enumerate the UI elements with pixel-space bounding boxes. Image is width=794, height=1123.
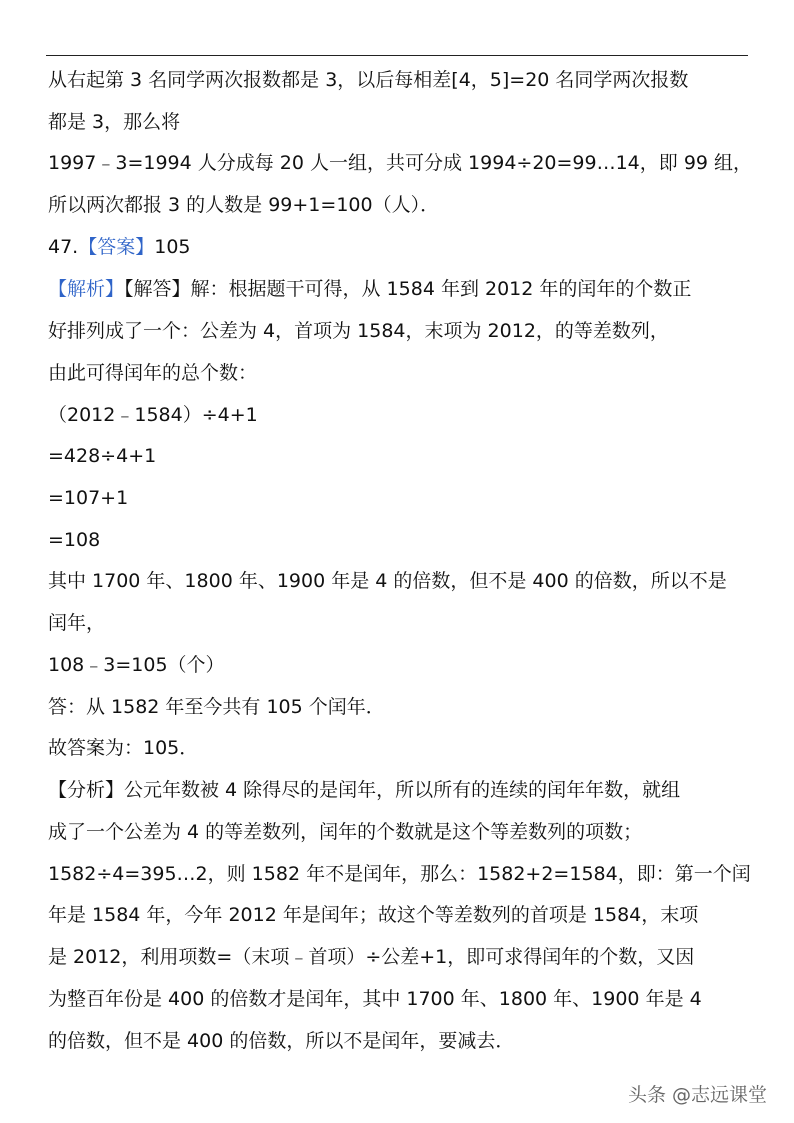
- text-line: 从右起第 3 名同学两次报数都是 3，以后每相差[4，5]=20 名同学两次报数: [48, 69, 689, 91]
- formula-line: 108﹣3=105（个）: [48, 654, 225, 676]
- formula-line: （2012﹣1584）÷4+1: [48, 404, 258, 426]
- formula-line: =107+1: [48, 487, 129, 509]
- formula-line: =428÷4+1: [48, 445, 157, 467]
- watermark: 头条 @志远课堂: [628, 1084, 768, 1106]
- text-line: 1582÷4=395…2，则 1582 年不是闰年，那么：1582+2=1584，即：第一个闰: [48, 863, 751, 885]
- text-line: 闰年，: [48, 612, 106, 634]
- formula-line: =108: [48, 529, 101, 551]
- text-line: 都是 3，那么将: [48, 111, 181, 133]
- text-line: 年是 1584 年，今年 2012 年是闰年；故这个等差数列的首项是 1584，末项: [48, 904, 699, 926]
- answer-value: 105: [154, 236, 191, 258]
- text-line: 所以两次都报 3 的人数是 99+1=100（人）．: [48, 194, 440, 216]
- text-line: 故答案为：105．: [48, 737, 199, 759]
- analysis-tag: 【解析】: [48, 278, 125, 300]
- answer-line: [48, 235, 191, 259]
- text-line: 的倍数，但不是 400 的倍数，所以不是闰年，要减去．: [48, 1030, 515, 1052]
- text-line: 为整百年份是 400 的倍数才是闰年，其中 1700 年、1800 年、1900 年是 4: [48, 988, 702, 1010]
- answer-tag: 【答案】: [78, 236, 155, 258]
- question-number: 47.: [48, 236, 79, 258]
- text-line: 答：从 1582 年至今共有 105 个闰年．: [48, 696, 385, 718]
- analysis-line: 【解析】【解答】解：根据题干可得，从 1584 年到 2012 年的闰年的个数正: [48, 278, 692, 300]
- header-rule: [46, 55, 748, 56]
- text-line: 由此可得闰年的总个数：: [48, 362, 258, 384]
- text-line: 其中 1700 年、1800 年、1900 年是 4 的倍数，但不是 400 的倍数，所以不是: [48, 570, 727, 592]
- text-line: 好排列成了一个：公差为 4，首项为 1584，末项为 2012，的等差数列，: [48, 320, 669, 342]
- text-line: 【分析】公元年数被 4 除得尽的是闰年，所以所有的连续的闰年年数，就组: [48, 779, 681, 801]
- text-line: 是 2012，利用项数=（末项﹣首项）÷公差+1，即可求得闰年的个数，又因: [48, 946, 695, 968]
- text-line: 成了一个公差为 4 的等差数列，闰年的个数就是这个等差数列的项数；: [48, 821, 643, 843]
- text-line: 1997﹣3=1994 人分成每 20 人一组，共可分成 1994÷20=99…14，即 99 组，: [48, 152, 753, 174]
